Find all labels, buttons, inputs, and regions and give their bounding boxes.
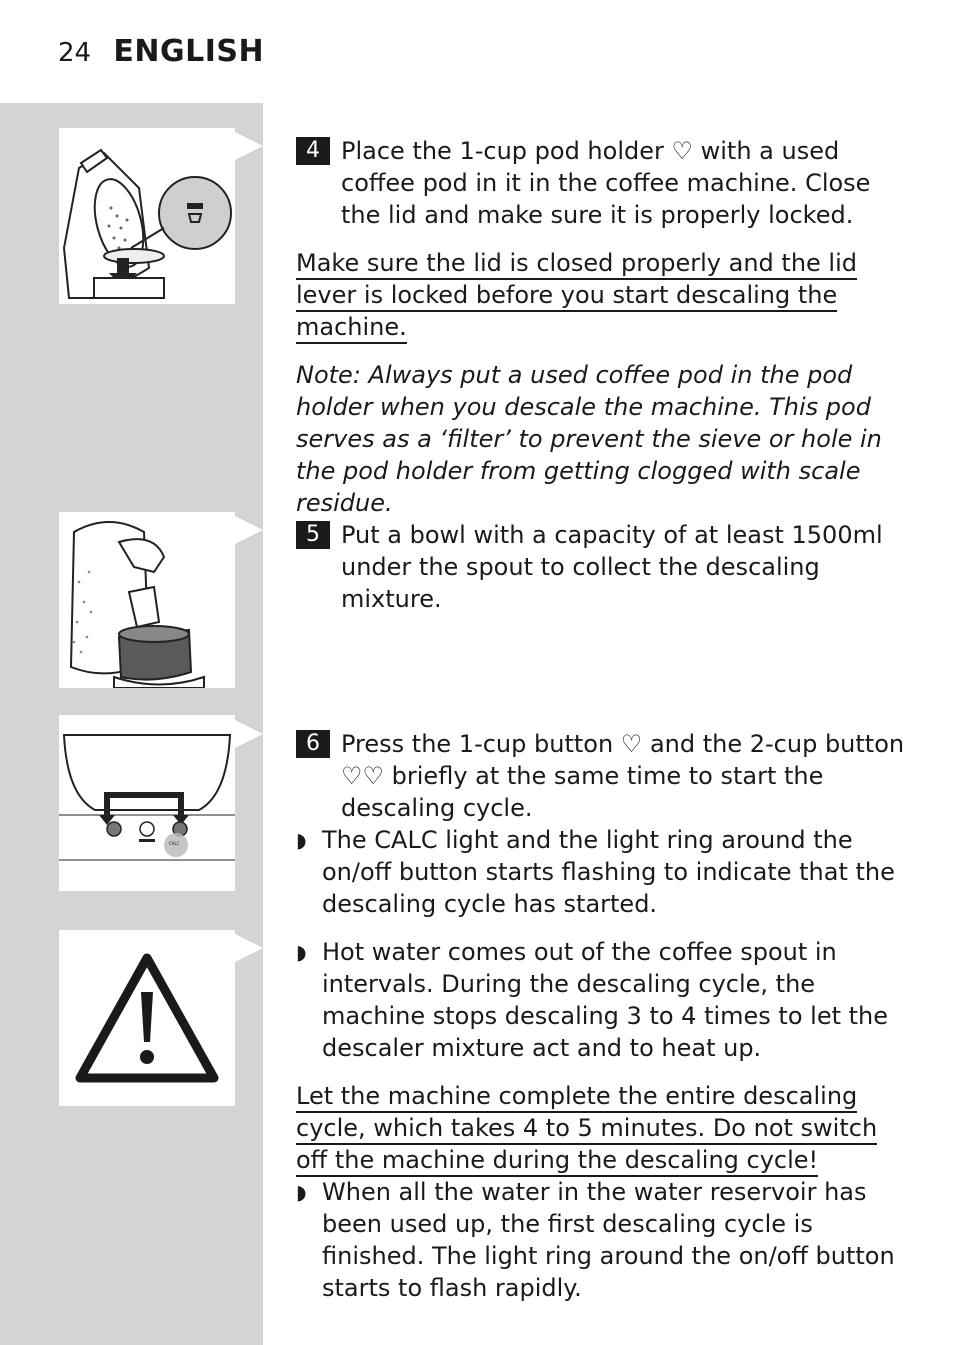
- result-bullet: [296, 936, 906, 1064]
- warning-triangle-icon: [59, 930, 235, 1106]
- step-number-badge: 4: [296, 137, 330, 165]
- step-5: [296, 519, 906, 615]
- pointer-notch: [235, 132, 263, 160]
- note-text: Note: Always put a used coffee pod in the pod holder when you descale the machine. This pod serves as a ‘filter’ to prevent the sieve or hole in the pod holder from getting clogged with scale residue.: [296, 361, 882, 517]
- pod-holder-illustration: [59, 128, 235, 304]
- step-5-text: Put a bowl with a capacity of at least 1500ml under the spout to collect the descaling mixture.: [341, 521, 883, 613]
- bullet-3-text: When all the water in the water reservoir has been used up, the first descaling cycle is finished. The light ring around the on/off button starts to flash rapidly.: [322, 1178, 895, 1302]
- warning-lid: [296, 247, 906, 343]
- calc-label: CALC: [169, 841, 180, 846]
- result-bullet: [296, 1176, 906, 1304]
- step-6-section: [296, 728, 906, 1304]
- warning-lid-text: Make sure the lid is closed properly and the lid lever is locked before you start descaling the machine.: [296, 249, 857, 344]
- pointer-notch: [235, 516, 263, 544]
- bullet-2-text: Hot water comes out of the coffee spout in intervals. During the descaling cycle, the machine stops descaling 3 to 4 times to let the descaler mixture act and to heat up.: [322, 938, 889, 1062]
- step-number-badge: 6: [296, 730, 330, 758]
- bullet-marker-icon: ◗: [296, 940, 307, 964]
- pod-holder-icon: [59, 128, 235, 304]
- bowl-illustration: [59, 512, 235, 688]
- step-number-badge: 5: [296, 521, 330, 549]
- step-6-text: Press the 1-cup button ♡ and the 2-cup button ♡♡ briefly at the same time to start the descaling cycle.: [341, 730, 905, 822]
- warning-cycle-text: Let the machine complete the entire descaling cycle, which takes 4 to 5 minutes. Do not switch off the machine during the descaling cycle!: [296, 1082, 877, 1177]
- bullet-marker-icon: ◗: [296, 828, 307, 852]
- coffee-machine-icon: [59, 512, 235, 688]
- pointer-notch: [235, 720, 263, 748]
- button-panel-illustration: [59, 715, 235, 891]
- warning-illustration: [59, 930, 235, 1106]
- pointer-notch: [235, 934, 263, 962]
- language-heading: ENGLISH: [113, 34, 265, 69]
- result-bullet: [296, 824, 906, 920]
- button-panel-icon: [59, 715, 235, 891]
- page-number: 24: [58, 38, 92, 68]
- step-5-section: [296, 519, 906, 615]
- bullet-1-text: The CALC light and the light ring around the on/off button starts flashing to indicate that the descaling cycle has started.: [322, 826, 895, 918]
- warning-cycle: [296, 1080, 906, 1176]
- bullet-marker-icon: ◗: [296, 1180, 307, 1204]
- step-4-text: Place the 1-cup pod holder ♡ with a used coffee pod in it in the coffee machine. Close the lid and make sure it is properly locked.: [341, 137, 871, 229]
- page-header: [58, 34, 264, 69]
- step-4-section: [296, 135, 906, 519]
- step-6: [296, 728, 906, 824]
- step-4: [296, 135, 906, 231]
